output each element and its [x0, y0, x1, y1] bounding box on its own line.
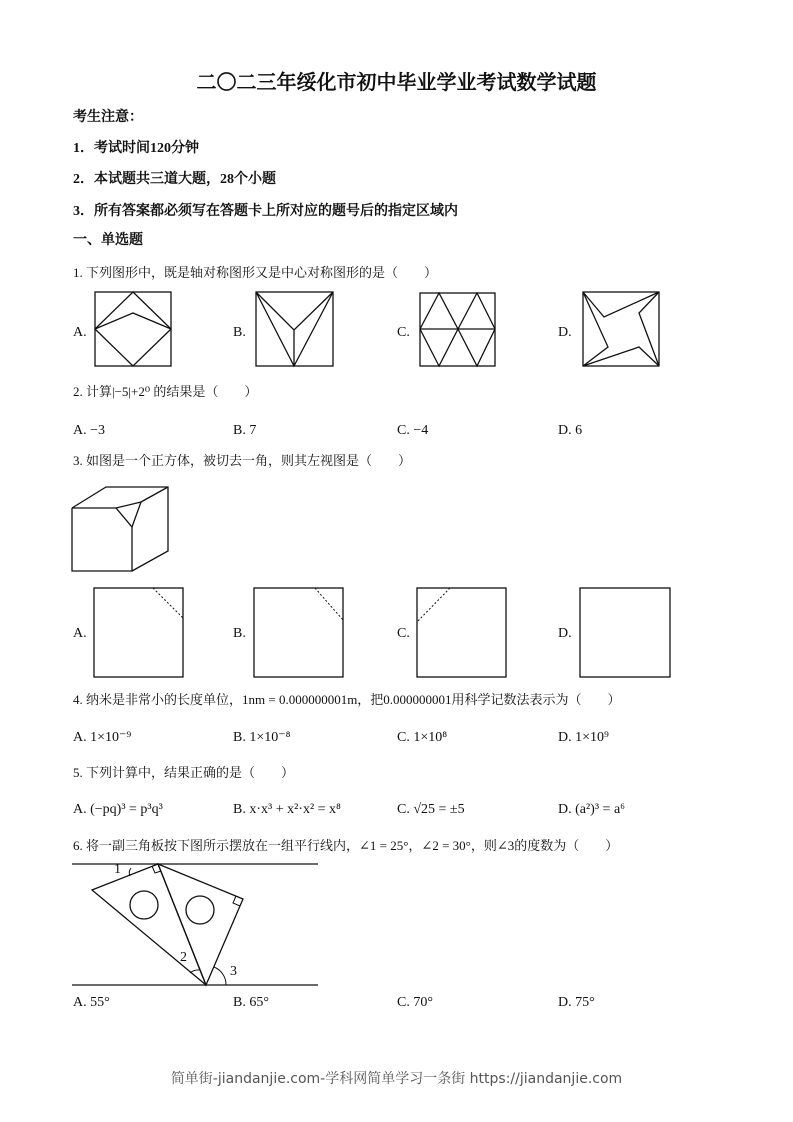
q3-view-a: [94, 588, 183, 677]
question-stem: 2. 计算|−5|+2⁰ 的结果是（ ）: [73, 384, 258, 399]
q3-view-c: [417, 588, 506, 677]
notice-item: 3．所有答案都必须写在答题卡上所对应的题号后的指定区域内: [73, 204, 458, 219]
question-stem: 6. 将一副三角板按下图所示摆放在一组平行线内，∠1 = 25°，∠2 = 30°，则∠3的度数为（ ）: [73, 838, 619, 853]
question-stem: 4. 纳米是非常小的长度单位，1nm = 0.000000001m，把0.000000001用科学记数法表示为（ ）: [73, 692, 621, 707]
q3-view-d: [580, 588, 670, 677]
angle-label: 3: [230, 964, 237, 979]
q1-figure-b: [256, 292, 333, 366]
option: C. −4: [397, 423, 429, 438]
question-stem: 5. 下列计算中，结果正确的是（ ）: [73, 765, 295, 780]
angle-label: 2: [180, 950, 187, 965]
page-title: 二〇二三年绥化市初中毕业学业考试数学试题: [196, 72, 597, 94]
angle-label: 1: [114, 862, 121, 877]
option: C. √25 = ±5: [397, 802, 465, 817]
footer-watermark: 简单街-jiandanjie.com-学科网简单学习一条街 https://jiandanjie.com: [170, 1071, 623, 1087]
option: B. 1×10⁻⁸: [233, 730, 291, 745]
option: A. (−pq)³ = p³q³: [73, 802, 163, 817]
option-label: D.: [558, 626, 572, 641]
q3-view-b: [254, 588, 343, 677]
option: A. 55°: [73, 995, 110, 1010]
q1-figure-d: [583, 292, 659, 366]
option: B. 65°: [233, 995, 269, 1010]
option: A. 1×10⁻⁹: [73, 730, 132, 745]
question-stem: 3. 如图是一个正方体，被切去一角，则其左视图是（ ）: [73, 453, 412, 468]
option: C. 70°: [397, 995, 433, 1010]
q1-figure-a: [95, 292, 171, 366]
q3-cut-cube: [72, 487, 168, 571]
q6-triangle-figure: [72, 864, 318, 985]
option-label: A.: [73, 626, 87, 641]
option: D. 6: [558, 423, 583, 438]
option-label: B.: [233, 626, 246, 641]
question-stem: 1. 下列图形中，既是轴对称图形又是中心对称图形的是（ ）: [73, 265, 438, 280]
option: D. 1×10⁹: [558, 730, 609, 745]
option: D. 75°: [558, 995, 595, 1010]
option: B. 7: [233, 423, 257, 438]
section-heading: 一、单选题: [73, 233, 143, 248]
option-label: B.: [233, 325, 246, 340]
option: C. 1×10⁸: [397, 730, 448, 745]
option: A. −3: [73, 423, 106, 438]
option-label: C.: [397, 626, 410, 641]
option-label: A.: [73, 325, 87, 340]
notice-item: 2．本试题共三道大题，28个小题: [73, 172, 276, 187]
option: D. (a²)³ = a⁶: [558, 802, 626, 817]
q1-figure-c: [420, 293, 495, 366]
notice-item: 1．考试时间120分钟: [73, 141, 199, 156]
option: B. x·x³ + x²·x² = x⁸: [233, 802, 341, 817]
notice-heading: 考生注意：: [73, 110, 143, 125]
option-label: C.: [397, 325, 410, 340]
option-label: D.: [558, 325, 572, 340]
